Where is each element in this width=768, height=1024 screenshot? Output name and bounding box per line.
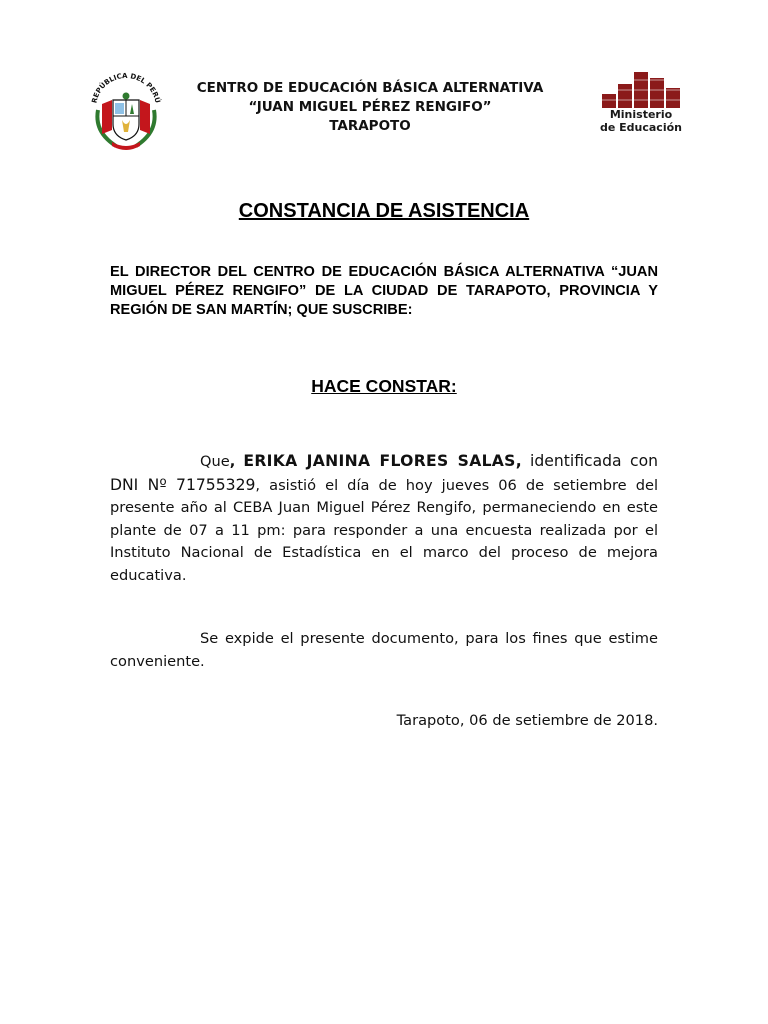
person-name: ERIKA JANINA FLORES SALAS, [243,452,522,470]
ministry-logo-text [594,108,688,134]
peru-coat-of-arms-seal [86,70,166,152]
ministry-of-education-logo [594,62,688,158]
certificate-paragraph [110,450,658,588]
institution-city: TARAPOTO [329,118,411,134]
ministry-line2: de Educación [599,121,682,134]
dni-number: DNI Nº 71755329 [110,475,256,494]
institution-name-line1: CENTRO DE EDUCACIÓN BÁSICA ALTERNATIVA [196,80,544,96]
document-title: CONSTANCIA DE ASISTENCIA [238,200,530,222]
identification-lead: identificada con [530,452,659,470]
ministry-line1: Ministerio [609,108,673,121]
institution-name-line2: “JUAN MIGUEL PÉREZ RENGIFO” [248,99,492,115]
svg-text:REPÚBLICA DEL PERÚ: REPÚBLICA DEL PERÚ [90,71,162,104]
institution-heading [160,79,580,136]
closing-paragraph [110,628,658,673]
que-word: Que [200,453,230,470]
closing-text: Se expide el presente documento, para los fines que estime conveniente. [110,630,658,670]
director-intro-paragraph: EL DIRECTOR DEL CENTRO DE EDUCACIÓN BÁSICA ALTERNATIVA “JUAN MIGUEL PÉREZ RENGIFO” DE LA CIUDAD DE TARAPOTO, PROVINCIA Y REGIÓN DE SAN MARTÍN; QUE SUSCRIBE: [110,264,658,318]
comma: , [229,453,236,470]
certificate-details: , asistió el día de hoy jueves 06 de setiembre del presente año al CEBA Juan Miguel Pérez Rengifo, permaneciendo en este plante de 07 a 11 pm: para responder a una encuesta realizada por el Instituto Nacional de Estadística en el marco del proceso de mejora educativa. [110,476,659,584]
ministry-logo-icon [594,62,688,108]
hace-constar-heading: HACE CONSTAR: [311,376,457,396]
certificate-body [110,450,658,588]
document-header [0,0,768,170]
place-and-date: Tarapoto, 06 de setiembre de 2018. [396,712,658,729]
